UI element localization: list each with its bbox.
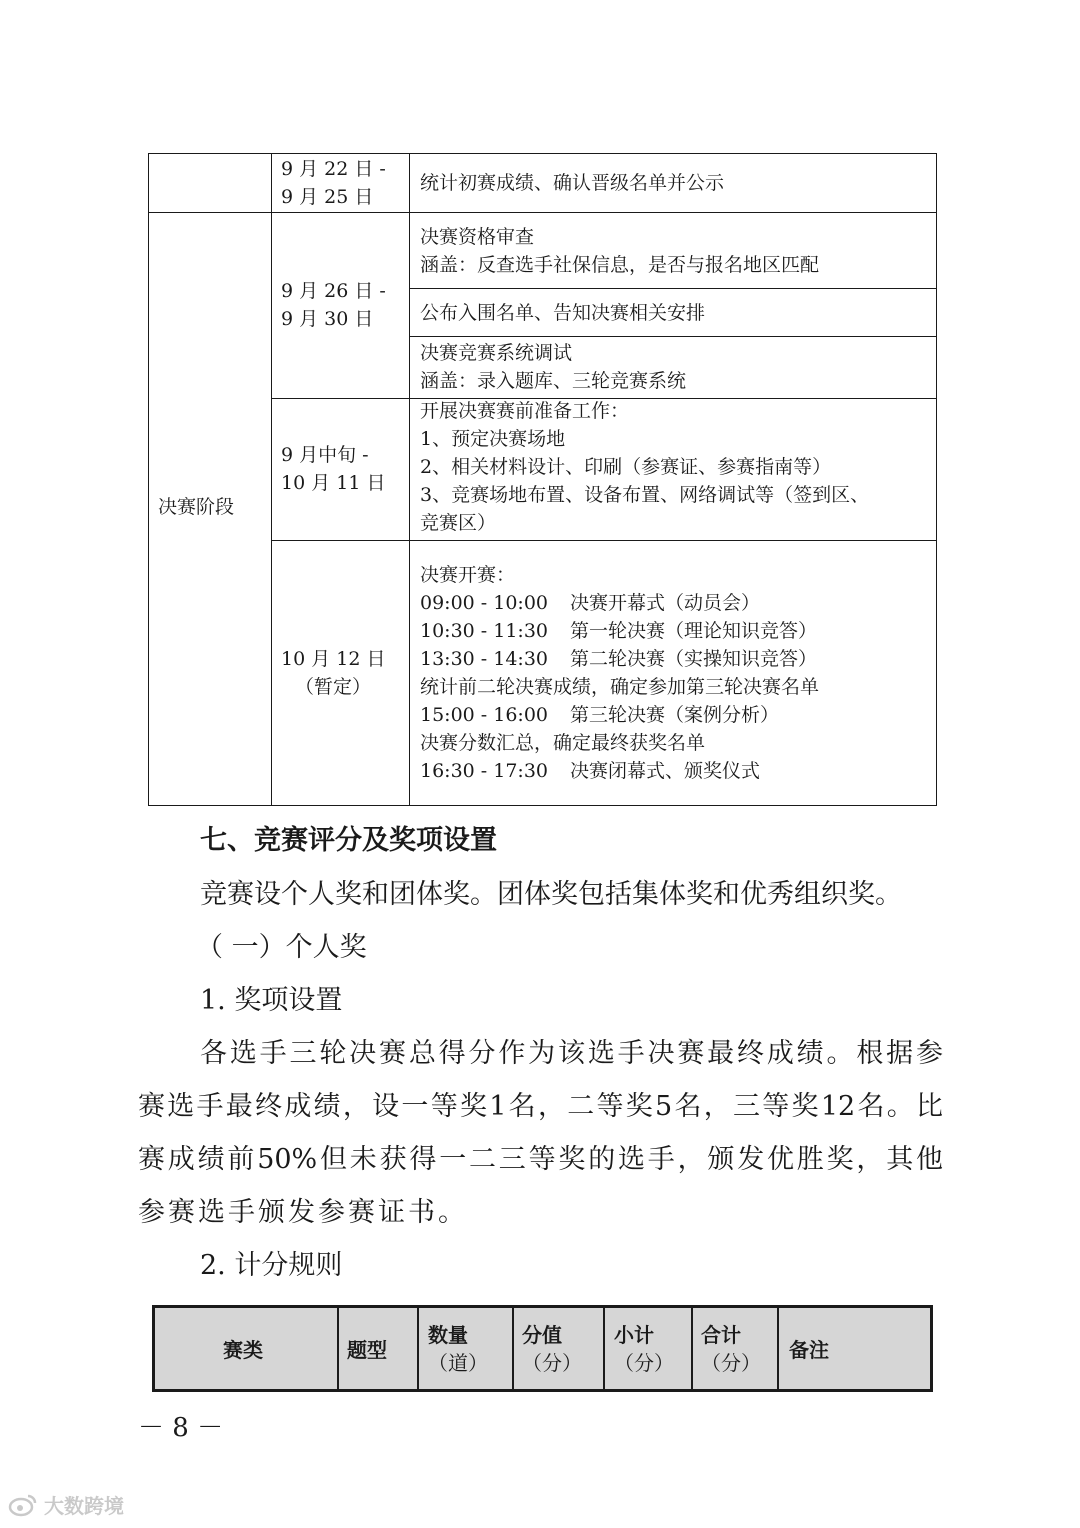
schedule-item: 15:00 - 16:00 第三轮决赛（案例分析） [420, 704, 780, 726]
subsection-heading: （ 一）个人奖 [196, 932, 367, 963]
section-intro: 竞赛设个人奖和团体奖。团体奖包括集体奖和优秀组织奖。 [200, 879, 902, 910]
header-subtotal: 小计 （分） [614, 1323, 674, 1375]
schedule-item: 09:00 - 10:00 决赛开幕式（动员会） [420, 592, 761, 614]
row3-time: 9 月中旬 - 10 月 11 日 [281, 444, 386, 494]
header-quantity: 数量 （道） [428, 1323, 488, 1375]
row2-time: 9 月 26 日 - 9 月 30 日 [281, 280, 386, 330]
row1-task: 统计初赛成绩、确认晋级名单并公示 [420, 172, 725, 194]
watermark-text: 大数跨境 [44, 1494, 124, 1518]
schedule-item: 13:30 - 14:30 第二轮决赛（实操知识竞答） [420, 648, 818, 670]
row1-time: 9 月 22 日 - 9 月 25 日 [281, 158, 386, 208]
schedule-item: 统计前二轮决赛成绩，确定参加第三轮决赛名单 [420, 676, 820, 698]
paragraph-line: 赛选手最终成绩，设一等奖1名，二等奖5名，三等奖12名。比 [138, 1091, 943, 1122]
schedule-item: 16:30 - 17:30 决赛闭幕式、颁奖仪式 [420, 760, 761, 782]
schedule-item: 10:30 - 11:30 第一轮决赛（理论知识竞答） [420, 620, 818, 642]
paragraph-line: 各选手三轮决赛总得分作为该选手决赛最终成绩。根据参 [200, 1038, 943, 1069]
paragraph-line: 参赛选手颁发参赛证书。 [138, 1197, 468, 1228]
schedule-table [148, 153, 937, 806]
header-score: 分值 （分） [522, 1323, 582, 1375]
row4-schedule: 决赛开赛： 09:00 - 10:00 决赛开幕式（动员会） 10:30 - 11:30 第一轮决赛（理论知识竞答） 13:30 - 14:30 第二轮决赛（实操知识竞答） 统计前二轮决赛成绩，确定参加第三轮决赛名单 15:00 - 16:00 第三轮决赛（案例分析） 决赛分数汇总，确定最终获奖名单 16:30 - 17:30 决赛闭幕式、颁奖仪式 [420, 561, 819, 785]
header-category: 赛类 [223, 1338, 263, 1362]
row2-task-1: 决赛资格审查 涵盖：反查选手社保信息，是否与报名地区匹配 [420, 226, 820, 276]
row4-time: 10 月 12 日 （暂定） [281, 648, 386, 698]
watermark [8, 1490, 124, 1519]
scoring-table-header [152, 1305, 933, 1392]
weibo-logo-icon [8, 1493, 38, 1517]
item-heading: 1. 奖项设置 [200, 985, 343, 1016]
section-heading: 七、竞赛评分及奖项设置 [200, 825, 497, 856]
header-total: 合计 （分） [701, 1323, 761, 1375]
schedule-item: 决赛分数汇总，确定最终获奖名单 [420, 732, 706, 754]
page-number: － 8 － [138, 1413, 224, 1443]
final-stage-label: 决赛阶段 [158, 496, 235, 518]
header-question-type: 题型 [347, 1338, 387, 1362]
item-heading: 2. 计分规则 [200, 1250, 343, 1281]
header-remarks: 备注 [789, 1338, 829, 1362]
row2-task-3: 决赛竞赛系统调试 涵盖：录入题库、三轮竞赛系统 [420, 342, 687, 392]
paragraph-line: 赛成绩前50%但未获得一二三等奖的选手，颁发优胜奖，其他 [138, 1144, 943, 1175]
row3-tasks: 开展决赛赛前准备工作： 1、预定决赛场地 2、相关材料设计、印刷（参赛证、参赛指南等） 3、竞赛场地布置、设备布置、网络调试等（签到区、 竞赛区） [420, 400, 870, 534]
row2-task-2: 公布入围名单、告知决赛相关安排 [420, 302, 706, 324]
